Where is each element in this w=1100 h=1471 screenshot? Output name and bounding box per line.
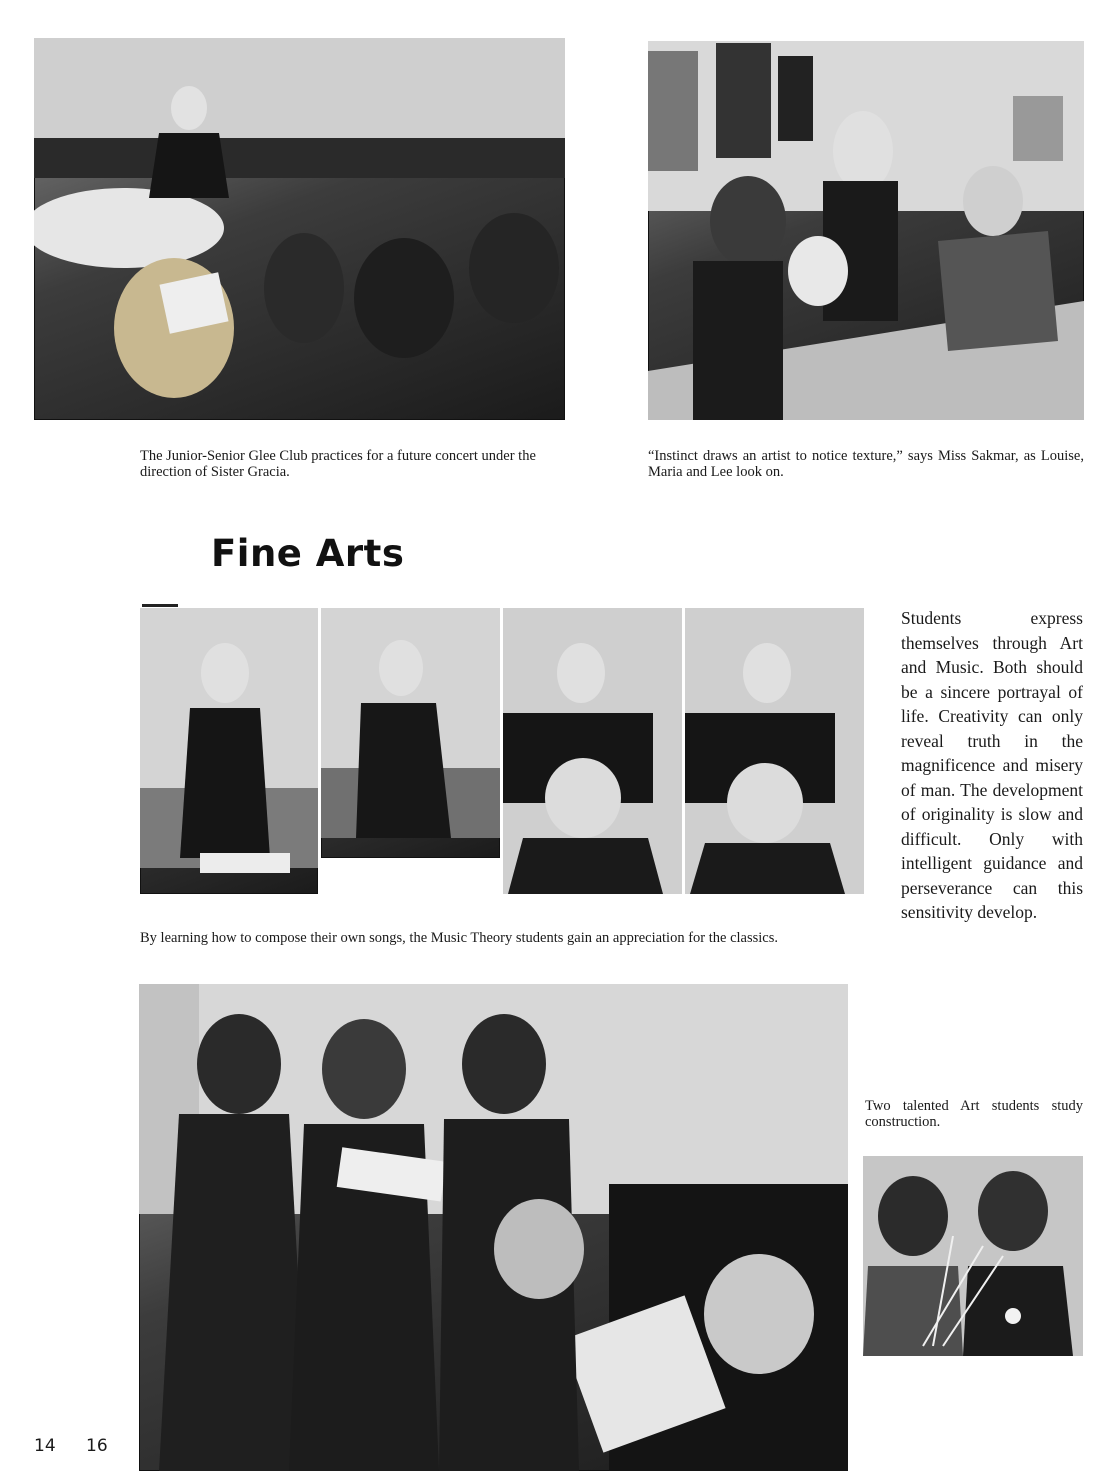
photo-art-construction: [863, 1156, 1083, 1356]
page-number-left: 14: [34, 1436, 56, 1456]
caption-glee-club: The Junior-Senior Glee Club practices for a future concert under the direction of Sister Gracia.: [140, 448, 536, 480]
page-number-right: 16: [86, 1436, 108, 1456]
photo-conducting-2: [321, 608, 500, 858]
photo-singers-at-piano: [139, 984, 848, 1471]
caption-music-theory: By learning how to compose their own songs, the Music Theory students gain an appreciation for the classics.: [140, 930, 778, 946]
photo-art-texture-lesson: [648, 41, 1084, 420]
photo-piano-lesson-2: [685, 608, 864, 894]
photo-glee-club-practice: [34, 38, 565, 420]
photo-piano-lesson-1: [503, 608, 682, 894]
body-text: Students express themselves through Art and Music. Both should be a sincere portrayal of life. Creativity can only reveal truth in the magnificence and misery of man. The development of originality is slow and difficult. Only with intelligent guidance and perseverance can this sensitivity develop.: [901, 608, 1083, 922]
photo-conducting-1: [140, 608, 318, 894]
page-title: Fine Arts: [211, 532, 405, 575]
caption-art-students: Two talented Art students study construction.: [865, 1098, 1083, 1130]
caption-art-texture: “Instinct draws an artist to notice texture,” says Miss Sakmar, as Louise, Maria and Lee look on.: [648, 448, 1084, 480]
divider: [142, 604, 178, 607]
